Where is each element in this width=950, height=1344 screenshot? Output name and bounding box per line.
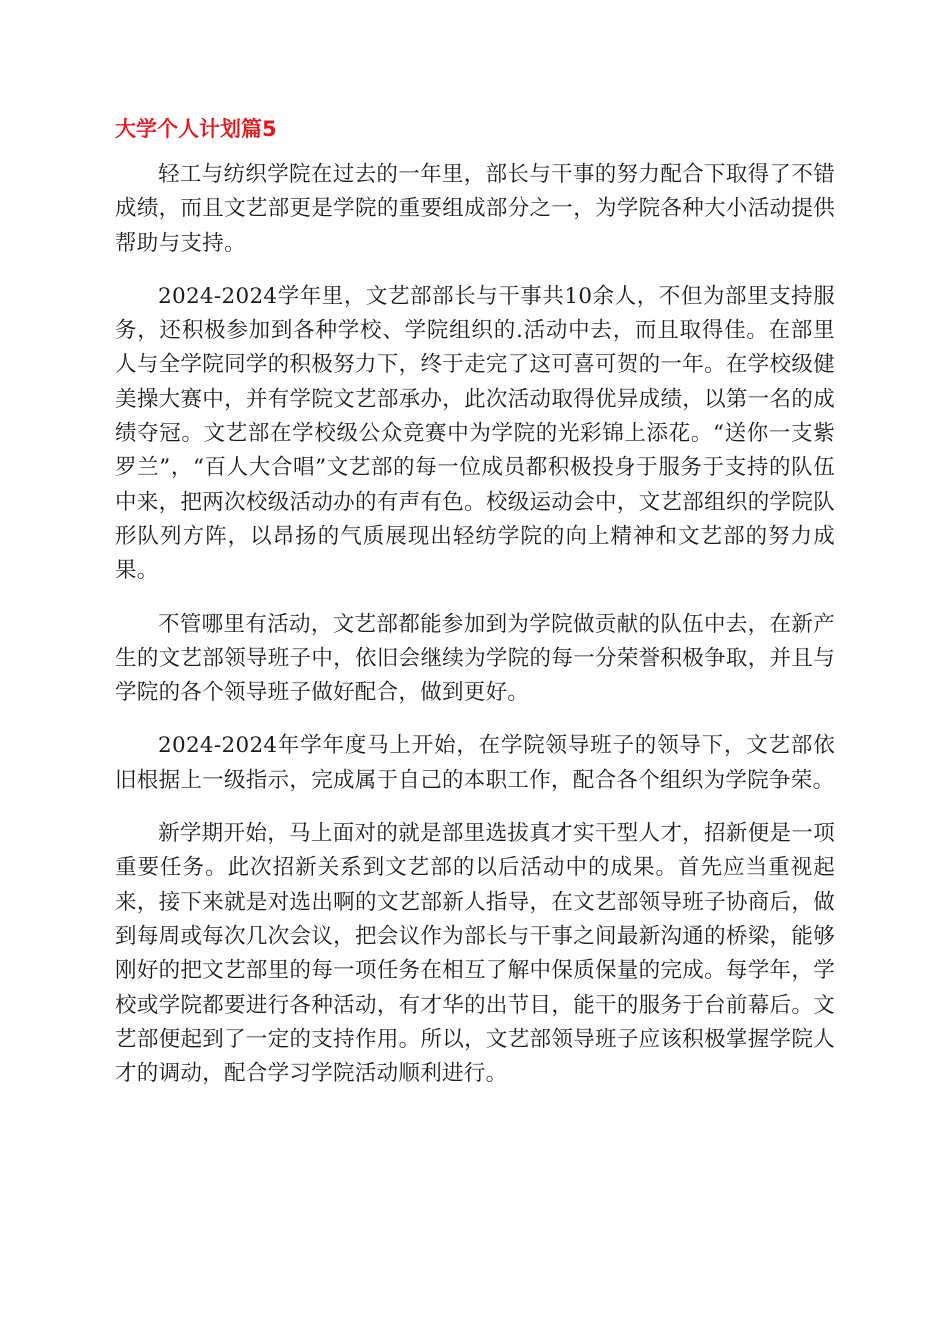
paragraph-5: 新学期开始，马上面对的就是部里选拔真才实干型人才，招新便是一项重要任务。此次招新关系到文艺部的以后活动中的成果。首先应当重视起来，接下来就是对选出啊的文艺部新人指导，在文艺部领导班子协商后，做到每周或每次几次会议，把会议作为部长与干事之间最新沟通的桥梁，能够刚好的把文艺部里的每一项任务在相互了解中保质保量的完成。每学年，学校或学院都要进行各种活动，有才华的出节目，能干的服务于台前幕后。文艺部便起到了一定的支持作用。所以，文艺部领导班子应该积极掌握学院人才的调动，配合学习学院活动顺利进行。 [115,821,835,1087]
paragraph-1: 轻工与纺织学院在过去的一年里，部长与干事的努力配合下取得了不错成绩，而且文艺部更是学院的重要组成部分之一，为学院各种大小活动提供帮助与支持。 [115,162,835,256]
paragraph-3: 不管哪里有活动，文艺部都能参加到为学院做贡献的队伍中去，在新产生的文艺部领导班子中，依旧会继续为学院的每一分荣誉积极争取，并且与学院的各个领导班子做好配合，做到更好。 [115,611,835,706]
document-body [115,158,835,1110]
paragraph-4: 2024-2024年学年度马上开始，在学院领导班子的领导下，文艺部依旧根据上一级指示，完成属于自己的本职工作，配合各个组织为学院争荣。 [115,733,835,793]
document-title: 大学个人计划篇5 [115,117,277,141]
paragraph-2: 2024-2024学年里，文艺部部长与干事共10余人，不但为部里支持服务，还积极参加到各种学校、学院组织的.活动中去，而且取得佳。在部里人与全学院同学的积极努力下，终于走完了这可喜可贺的一年。在学校级健美操大赛中，并有学院文艺部承办，此次活动取得优异成绩，以第一名的成绩夺冠。文艺部在学校级公众竞赛中为学院的光彩锦上添花。“送你一支紫罗兰”，“百人大合唱”文艺部的每一位成员都积极投身于服务于支持的队伍中来，把两次校级活动办的有声有色。校级运动会中，文艺部组织的学院队形队列方阵，以昂扬的气质展现出轻纺学院的向上精神和文艺部的努力成果。 [115,283,835,584]
